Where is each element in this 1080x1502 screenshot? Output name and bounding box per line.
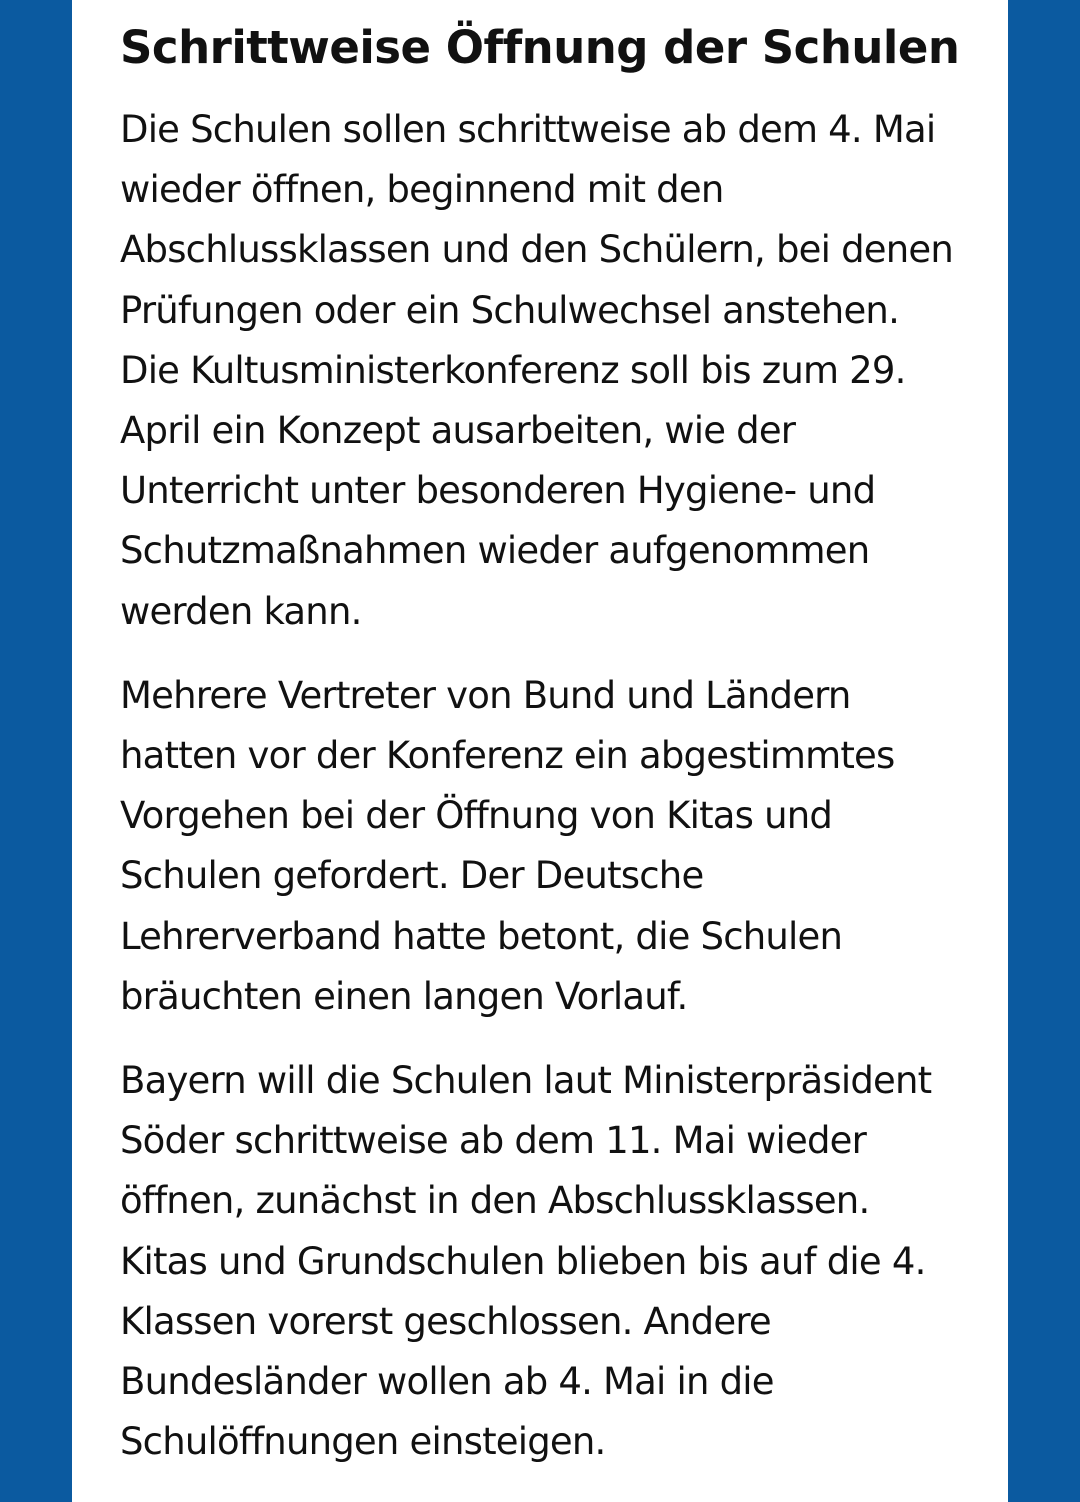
paragraph-line: Söder schrittweise ab dem 11. Mai wieder: [120, 1119, 867, 1163]
paragraph-line: Die Schulen sollen schrittweise ab dem 4. Mai: [120, 108, 936, 151]
paragraph-line: bräuchten einen langen Vorlauf.: [120, 974, 688, 1018]
article-paragraph-2: [120, 666, 1008, 1027]
paragraph-line: hatten vor der Konferenz ein abgestimmtes: [120, 734, 895, 778]
paragraph-line: Die Kultusministerkonferenz soll bis zum 29.: [120, 348, 906, 392]
paragraph-line: Abschlussklassen und den Schülern, bei denen: [120, 228, 953, 272]
paragraph-line: Klassen vorerst geschlossen. Andere: [120, 1299, 771, 1343]
article-paragraph-1: [120, 100, 1008, 642]
paragraph-line: Lehrerverband hatte betont, die Schulen: [120, 914, 843, 958]
paragraph-line: Bundesländer wollen ab 4. Mai in die: [120, 1360, 774, 1404]
paragraph-line: Bayern will die Schulen laut Ministerpräsident: [120, 1059, 932, 1103]
paragraph-line: Vorgehen bei der Öffnung von Kitas und: [120, 794, 833, 838]
paragraph-line: Schulöffnungen einsteigen.: [120, 1420, 606, 1464]
article-title: Schrittweise Öffnung der Schulen: [120, 21, 960, 74]
paragraph-line: werden kann.: [120, 589, 362, 633]
paragraph-line: April ein Konzept ausarbeiten, wie der: [120, 409, 796, 453]
paragraph-line: Kitas und Grundschulen blieben bis auf die 4.: [120, 1239, 926, 1283]
paragraph-line: öffnen, zunächst in den Abschlussklassen.: [120, 1179, 870, 1223]
paragraph-line: wieder öffnen, beginnend mit den: [120, 168, 724, 212]
paragraph-line: Prüfungen oder ein Schulwechsel anstehen.: [120, 288, 900, 332]
paragraph-line: Schutzmaßnahmen wieder aufgenommen: [120, 529, 870, 573]
paragraph-line: Mehrere Vertreter von Bund und Ländern: [120, 673, 851, 717]
paragraph-line: Schulen gefordert. Der Deutsche: [120, 854, 704, 898]
article-card: [72, 0, 1008, 1502]
article-paragraph-3: [120, 1051, 1008, 1472]
paragraph-line: Unterricht unter besonderen Hygiene- und: [120, 469, 876, 513]
